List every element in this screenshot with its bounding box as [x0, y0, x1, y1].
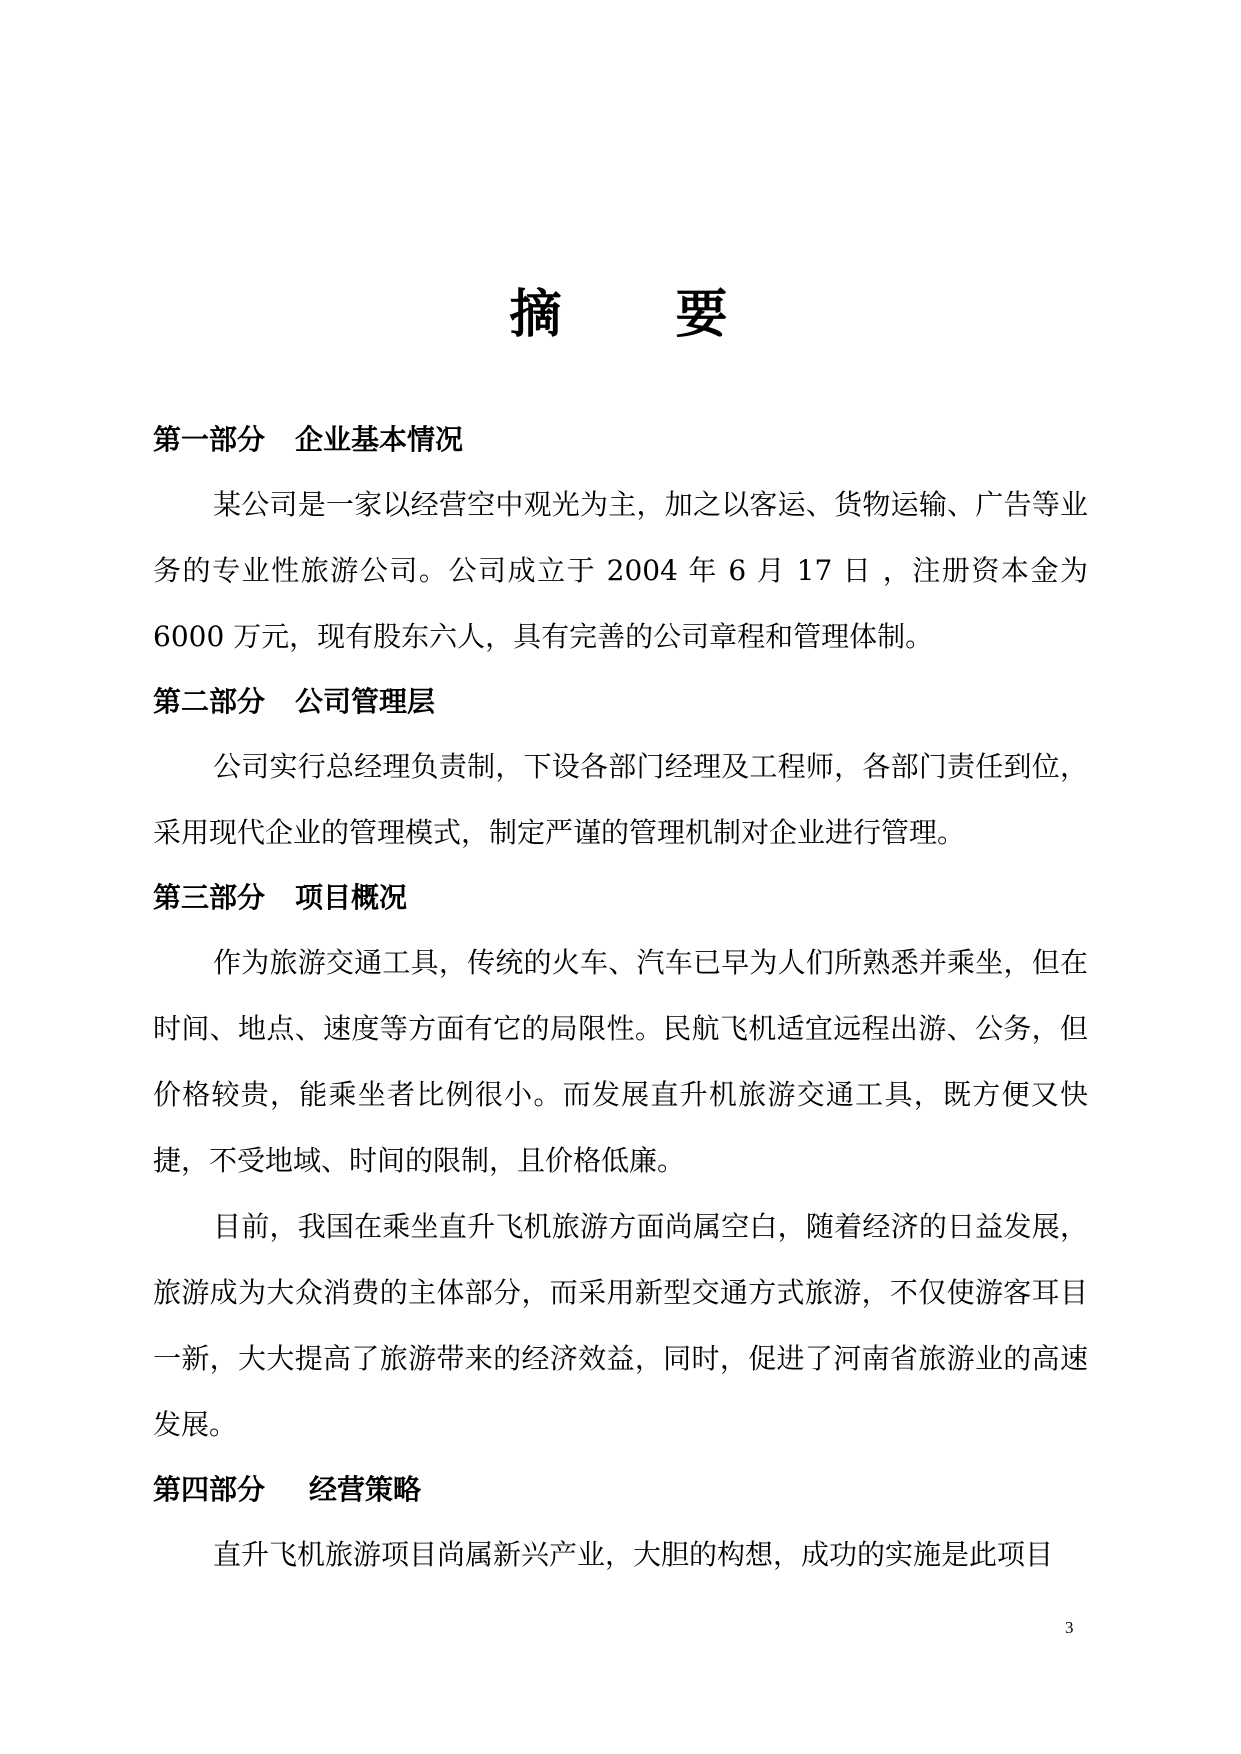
section-title: 项目概况: [295, 881, 408, 914]
section-title: 公司管理层: [295, 685, 436, 718]
section-title: 经营策略: [309, 1473, 422, 1506]
document-body: [153, 418, 1088, 1588]
section-label: 第三部分: [153, 881, 266, 914]
section-4-paragraph-1: 直升飞机旅游项目尚属新兴产业，大胆的构想，成功的实施是此项目: [213, 1538, 1054, 1571]
section-heading-1: [153, 418, 1088, 462]
section-heading-2: [153, 680, 1088, 724]
section-label: 第二部分: [153, 685, 266, 718]
title-char-2: 要: [675, 284, 732, 345]
section-label: 第一部分: [153, 423, 266, 456]
section-2-paragraph-1: 公司实行总经理负责制，下设各部门经理及工程师，各部门责任到位，采用现代企业的管理模式，制定严谨的管理机制对企业进行管理。: [153, 750, 1088, 849]
section-3-paragraph-2: 目前，我国在乘坐直升飞机旅游方面尚属空白，随着经济的日益发展，旅游成为大众消费的主体部分，而采用新型交通方式旅游，不仅使游客耳目一新，大大提高了旅游带来的经济效益，同时，促进了河南省旅游业的高速发展。: [153, 1210, 1088, 1441]
section-3-paragraph-1: 作为旅游交通工具，传统的火车、汽车已早为人们所熟悉并乘坐，但在时间、地点、速度等方面有它的局限性。民航飞机适宜远程出游、公务，但价格较贵，能乘坐者比例很小。而发展直升机旅游交通工具，既方便又快捷，不受地域、时间的限制，且价格低廉。: [153, 946, 1088, 1177]
section-heading-4: [153, 1468, 1088, 1512]
section-label: 第四部分: [153, 1473, 266, 1506]
section-1-paragraph-1: 某公司是一家以经营空中观光为主，加之以客运、货物运输、广告等业务的专业性旅游公司。公司成立于 2004 年 6 月 17 日 ，注册资本金为 6000 万元，现有股东六人，具有完善的公司章程和管理体制。: [153, 488, 1088, 653]
page-number: 3: [1065, 1618, 1074, 1637]
page-title: [0, 280, 1241, 350]
title-char-1: 摘: [509, 284, 566, 345]
section-title: 企业基本情况: [295, 423, 464, 456]
section-heading-3: [153, 876, 1088, 920]
